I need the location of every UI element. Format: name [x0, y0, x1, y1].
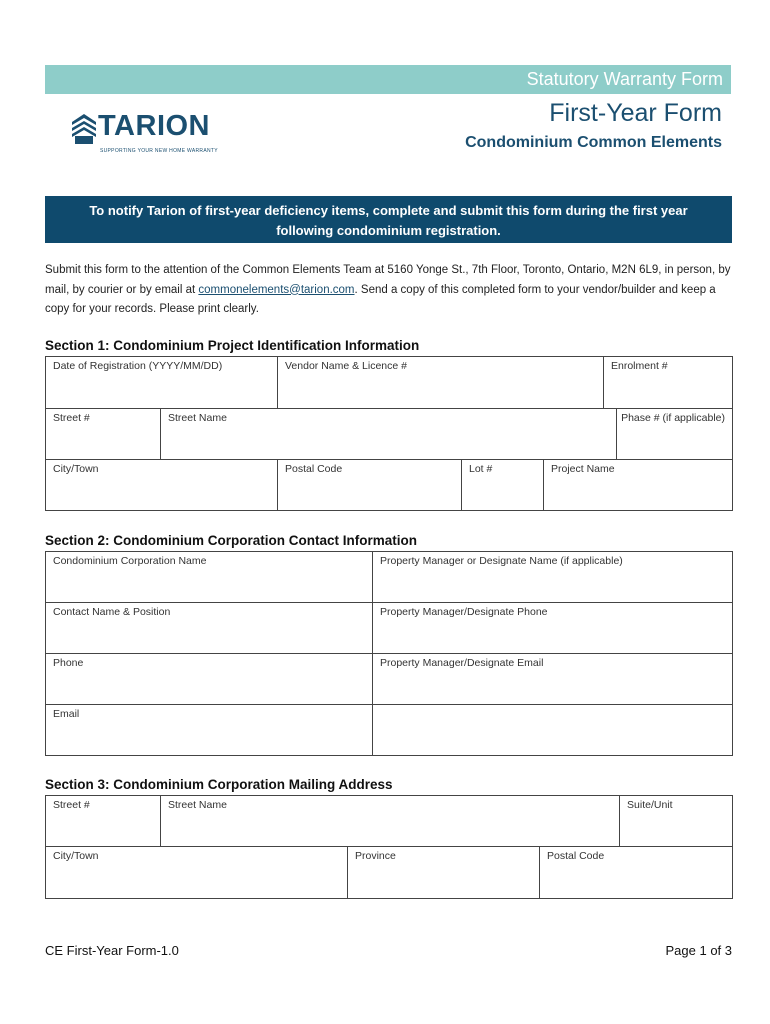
corporation-name-field[interactable] [46, 552, 373, 603]
section-1-table [45, 356, 733, 511]
form-type-banner: Statutory Warranty Form [45, 65, 731, 94]
section-1-heading: Section 1: Condominium Project Identification Information [45, 338, 420, 353]
city-field[interactable] [46, 460, 278, 511]
province-label: Province [355, 850, 396, 862]
email-link[interactable]: commonelements@tarion.com [198, 283, 355, 296]
suite-unit-label: Suite/Unit [627, 799, 673, 811]
province-field[interactable] [348, 847, 540, 899]
form-title: First-Year Form [549, 99, 722, 127]
date-of-registration-field[interactable] [46, 357, 278, 409]
phone-label: Phone [53, 657, 84, 669]
form-subtitle: Condominium Common Elements [465, 134, 722, 151]
lot-label: Lot # [469, 463, 493, 475]
tarion-house-icon [72, 114, 96, 144]
property-manager-email-field[interactable] [373, 654, 733, 705]
logo-wordmark: TARION [98, 110, 211, 142]
vendor-name-field[interactable] [278, 357, 604, 409]
section-2-heading: Section 2: Condominium Corporation Contact Information [45, 533, 417, 548]
mailing-city-label: City/Town [53, 850, 99, 862]
intro-paragraph [45, 261, 735, 320]
contact-name-label: Contact Name & Position [53, 606, 171, 618]
page-number: Page 1 of 3 [665, 943, 732, 958]
section-3-heading: Section 3: Condominium Corporation Mailing Address [45, 777, 393, 792]
mailing-postal-code-label: Postal Code [547, 850, 605, 862]
intro-text-2: . Send a copy of this completed form to your vendor/builder and keep a copy for your records. Please print clearly. [45, 283, 716, 315]
property-manager-phone-label: Property Manager/Designate Phone [380, 606, 548, 618]
property-manager-email-label: Property Manager/Designate Email [380, 657, 544, 669]
property-manager-name-field[interactable] [373, 552, 733, 603]
form-identifier: CE First-Year Form-1.0 [45, 943, 179, 958]
email-field[interactable] [46, 705, 373, 756]
property-manager-name-label: Property Manager or Designate Name (if applicable) [380, 555, 623, 567]
vendor-name-label: Vendor Name & Licence # [285, 360, 407, 372]
contact-name-field[interactable] [46, 603, 373, 654]
section-3-table [45, 795, 733, 899]
intro-text-1: Submit this form to the attention of the Common Elements Team at 5160 Yonge St., 7th Floor, Toronto, Ontario, M2N 6L9, in person, by mail, by courier or by email at [45, 264, 731, 296]
postal-code-field[interactable] [278, 460, 462, 511]
street-name-label: Street Name [168, 412, 227, 424]
phase-divider [616, 409, 617, 460]
mailing-city-field[interactable] [46, 847, 348, 899]
enrolment-field[interactable] [604, 357, 733, 409]
enrolment-label: Enrolment # [611, 360, 668, 372]
mailing-street-name-label: Street Name [168, 799, 227, 811]
mailing-street-number-label: Street # [53, 799, 90, 811]
street-name-field[interactable] [161, 409, 733, 460]
phase-label: Phase # (if applicable) [621, 412, 725, 424]
date-of-registration-label: Date of Registration (YYYY/MM/DD) [53, 360, 223, 372]
property-manager-phone-field[interactable] [373, 603, 733, 654]
postal-code-label: Postal Code [285, 463, 343, 475]
mailing-street-name-field[interactable] [161, 796, 620, 847]
street-number-label: Street # [53, 412, 90, 424]
tarion-logo [72, 110, 232, 160]
notice-banner: To notify Tarion of first-year deficiency items, complete and submit this form during the first year following condominium registration. [45, 196, 732, 243]
empty-cell [373, 705, 733, 756]
logo-tagline: SUPPORTING YOUR NEW HOME WARRANTY [100, 148, 218, 154]
project-name-field[interactable] [544, 460, 733, 511]
phone-field[interactable] [46, 654, 373, 705]
city-label: City/Town [53, 463, 99, 475]
section-2-table [45, 551, 733, 756]
project-name-label: Project Name [551, 463, 615, 475]
suite-unit-field[interactable] [620, 796, 733, 847]
mailing-street-number-field[interactable] [46, 796, 161, 847]
email-label: Email [53, 708, 80, 720]
mailing-postal-code-field[interactable] [540, 847, 733, 899]
corporation-name-label: Condominium Corporation Name [53, 555, 207, 567]
lot-field[interactable] [462, 460, 544, 511]
street-number-field[interactable] [46, 409, 161, 460]
